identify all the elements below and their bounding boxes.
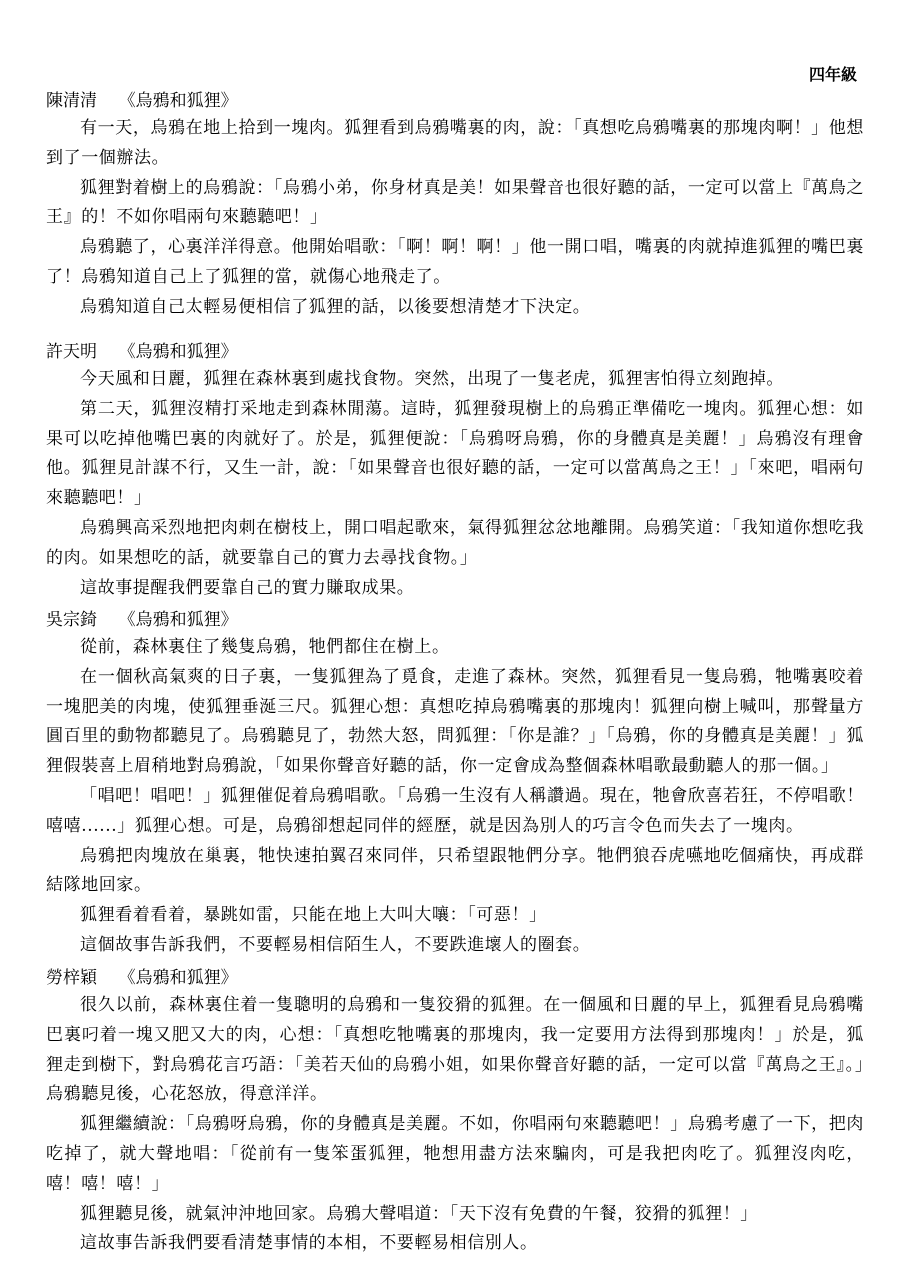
story-paragraph: 這故事提醒我們要靠自己的實力賺取成果。 — [80, 577, 415, 598]
story-paragraph: 狐狸聽見後，就氣沖沖地回家。烏鴉大聲唱道：「天下沒有免費的午餐，狡猾的狐狸！」 — [80, 1203, 758, 1224]
story-heading — [46, 339, 864, 365]
story-section — [46, 965, 864, 1259]
story-title: 《烏鴉和狐狸》 — [118, 91, 238, 111]
story-paragraph: 烏鴉聽了，心裏洋洋得意。他開始唱歌：「啊！啊！啊！」他一開口唱，嘴裏的肉就掉進狐狸的嘴巴裏了！烏鴉知道自己上了狐狸的當，就傷心地飛走了。 — [46, 237, 864, 287]
story-author: 許天明 — [46, 342, 97, 362]
story-paragraph: 「唱吧！唱吧！」狐狸催促着烏鴉唱歌。「烏鴉一生沒有人稱讚過。現在，牠會欣喜若狂，不停唱歌！嘻嘻......」狐狸心想。可是，烏鴉卻想起同伴的經歷，就是因為別人的巧言令色而失去了一塊肉。 — [46, 785, 864, 836]
story-paragraph: 烏鴉知道自己太輕易便相信了狐狸的話，以後要想清楚才下決定。 — [80, 296, 591, 317]
story-title: 《烏鴉和狐狸》 — [118, 342, 238, 362]
story-paragraph: 這故事告訴我們要看清楚事情的本相，不要輕易相信別人。 — [80, 1233, 538, 1254]
story-paragraph: 狐狸對着樹上的烏鴉說：「烏鴉小弟，你身材真是美！如果聲音也很好聽的話，一定可以當上『萬鳥之王』的！不如你唱兩句來聽聽吧！」 — [46, 177, 864, 228]
story-paragraph: 有一天，烏鴉在地上拾到一塊肉。狐狸看到烏鴉嘴裏的肉，說：「真想吃烏鴉嘴裏的那塊肉啊！」他想到了一個辦法。 — [46, 118, 864, 168]
story-paragraph: 烏鴉把肉塊放在巢裏，牠快速拍翼召來同伴，只希望跟牠們分享。牠們狼吞虎嚥地吃個痛快，再成群結隊地回家。 — [46, 845, 864, 896]
story-paragraph: 從前，森林裏住了幾隻烏鴉，牠們都住在樹上。 — [80, 637, 450, 657]
story-paragraph: 狐狸看着看着，暴跳如雷，只能在地上大叫大嚷：「可惡！」 — [80, 905, 547, 926]
story-paragraph: 很久以前，森林裏住着一隻聰明的烏鴉和一隻狡猾的狐狸。在一個風和日麗的早上，狐狸看見烏鴉嘴巴裏叼着一塊又肥又大的肉，心想：「真想吃牠嘴裏的那塊肉，我一定要用方法得到那塊肉！」於是，狐狸走到樹下，對烏鴉花言巧語：「美若天仙的烏鴉小姐，如果你聲音好聽的話，一定可以當『萬鳥之王』。」烏鴉聽見後，心花怒放，得意洋洋。 — [46, 995, 864, 1105]
story-paragraph: 第二天，狐狸沒精打采地走到森林閒蕩。這時，狐狸發現樹上的烏鴉正準備吃一塊肉。狐狸心想：如果可以吃掉他嘴巴裏的肉就好了。於是，狐狸便說：「烏鴉呀烏鴉，你的身體真是美麗！」烏鴉沒有理會他。狐狸見計謀不行，又生一計，說：「如果聲音也很好聽的話，一定可以當萬鳥之王！」「來吧，唱兩句來聽聽吧！」 — [46, 398, 864, 509]
story-section — [46, 88, 864, 323]
story-author: 吳宗錡 — [46, 610, 97, 630]
story-paragraph: 這個故事告訴我們，不要輕易相信陌生人，不要跌進壞人的圈套。 — [80, 934, 591, 955]
story-author: 勞梓穎 — [46, 968, 97, 988]
story-title: 《烏鴉和狐狸》 — [118, 968, 238, 988]
story-title: 《烏鴉和狐狸》 — [118, 610, 238, 630]
story-paragraph: 烏鴉興高采烈地把肉刺在樹枝上，開口唱起歌來，氣得狐狸忿忿地離開。烏鴉笑道：「我知道你想吃我的肉。如果想吃的話，就要靠自己的實力去尋找食物。」 — [46, 517, 864, 568]
story-author: 陳清清 — [46, 91, 97, 111]
grade-label: 四年級 — [808, 65, 857, 84]
story-paragraph: 在一個秋高氣爽的日子裏，一隻狐狸為了覓食，走進了森林。突然，狐狸看見一隻烏鴉，牠嘴裏咬着一塊肥美的肉塊，使狐狸垂涎三尺。狐狸心想：真想吃掉烏鴉嘴裏的那塊肉！狐狸向樹上喊叫，那聲量方圓百里的動物都聽見了。烏鴉聽見了，勃然大怒，問狐狸：「你是誰？」「烏鴉，你的身體真是美麗！」狐狸假裝喜上眉稍地對烏鴉說，「如果你聲音好聽的話，你一定會成為整個森林唱歌最動聽人的那一個。」 — [46, 666, 864, 777]
story-paragraph: 狐狸繼續說：「烏鴉呀烏鴉，你的身體真是美麗。不如，你唱兩句來聽聽吧！」烏鴉考慮了一下，把肉吃掉了，就大聲地唱：「從前有一隻笨蛋狐狸，牠想用盡方法來騙肉，可是我把肉吃了。狐狸沒肉吃，嘻！嘻！嘻！」 — [46, 1114, 864, 1194]
story-heading — [46, 88, 864, 114]
story-section — [46, 339, 864, 603]
story-paragraph: 今天風和日麗，狐狸在森林裏到處找食物。突然，出現了一隻老虎，狐狸害怕得立刻跑掉。 — [80, 369, 784, 389]
story-heading — [46, 607, 864, 633]
story-heading — [46, 965, 864, 991]
story-section — [46, 607, 864, 961]
